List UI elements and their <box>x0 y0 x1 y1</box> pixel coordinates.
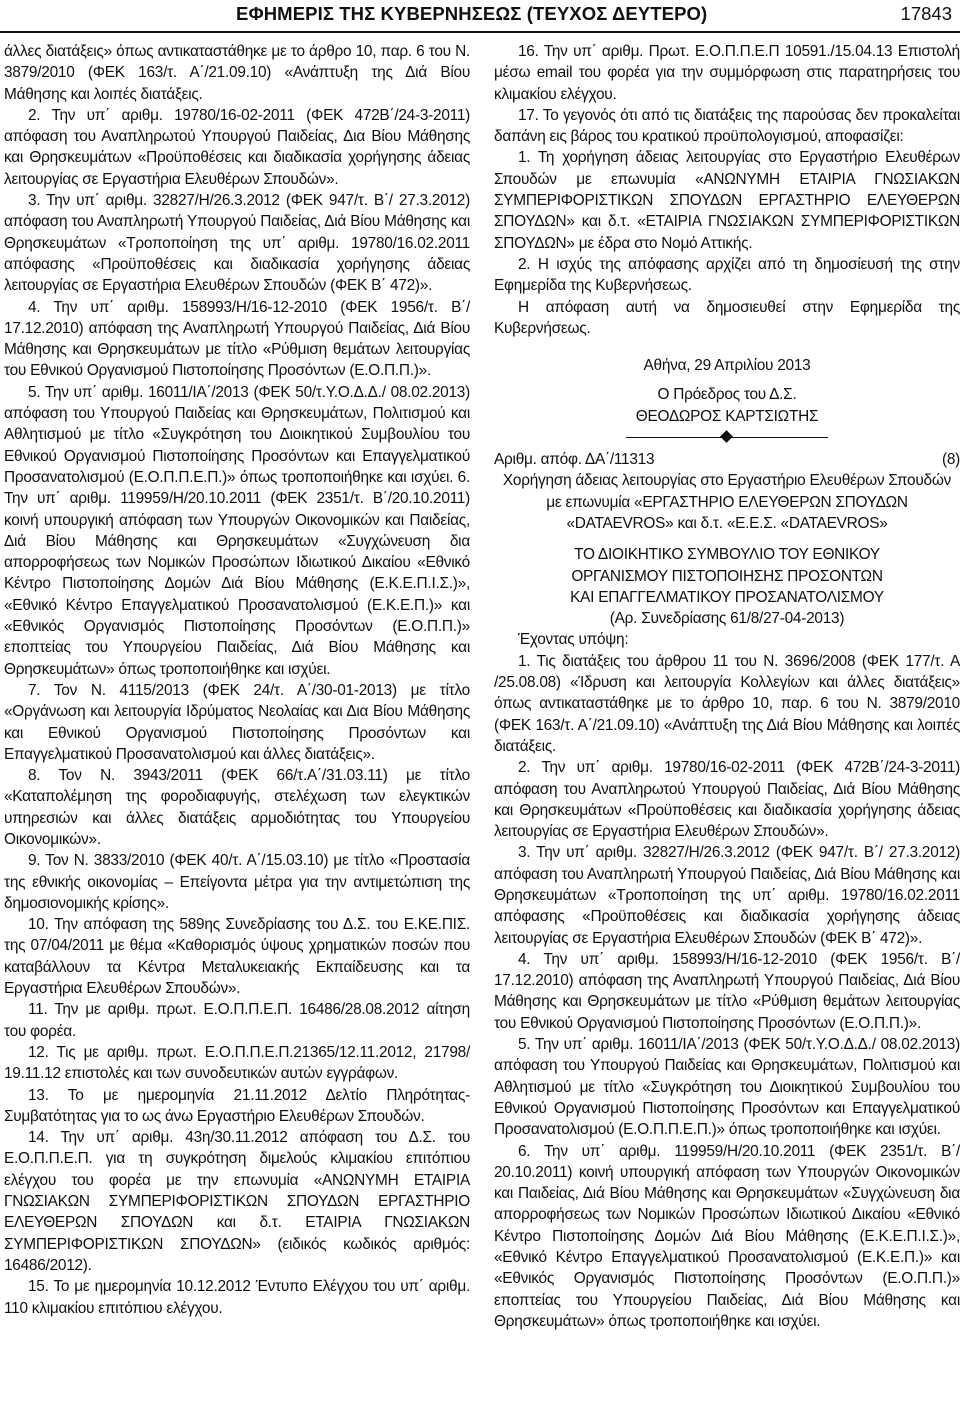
signature-role: Ο Πρόεδρος του Δ.Σ. <box>657 386 797 404</box>
decision-number: Αριθμ. απόφ. ΔΑ΄/11313 <box>494 451 655 469</box>
item-10: 10. Την απόφαση της 589ης Συνεδρίασης του Δ.Σ. του Ε.ΚΕ.ΠΙΣ. της 07/04/2011 με θέμα «Καθορισμός ύψους χρηματικών ποσών που καταβάλλουν τα Κέντρα Μεταλυκειακής Εκπαίδευσης και τα Εργαστήρια Ελευθέρων Σπουδών». <box>4 916 470 998</box>
item-5-6: 5. Την υπ΄ αριθμ. 16011/ΙΑ΄/2013 (ΦΕΚ 50/τ.Υ.Ο.Δ.Δ./ 08.02.2013) απόφαση του Υπουργού Παιδείας και Θρησκευμάτων, Πολιτισμού και Αθλητισμού με τίτλο «Συγκρότηση του Διοικητικού Συμβουλίου του Εθνικού Οργανισμού Πιστοποίησης Προσόντων και Επαγγελματικού Προσανατολισμού (Ε.Ο.Π.Π.Ε.Π.)» όπως τροποποιήθηκε και ισχύει. 6. Την υπ΄ αριθμ. 119959/Η/20.10.2011 (ΦΕΚ 2351/τ. Β΄/20.10.2011) κοινή υπουργική απόφαση των Υπουργών Οικονομικών και Παιδείας, Διά Βίου Μάθησης και Θρησκευμάτων «Συγχώνευση δια απορροφήσεως των Νομικών Προσώπων Ιδιωτικού Δικαίου «Εθνικό Κέντρο Πιστοποίησης Δομών Διά Βίου Μάθησης (Ε.Κ.Ε.Π.Ι.Σ.)», «Εθνικό Κέντρο Επαγγελματικού Προσανατολισμού (Ε.Κ.Ε.Π.)» και «Εθνικός Οργανισμός Πιστοποίησης Προσόντων (Ε.Ο.Π.Π.)» εποπτείας του Υπουργείου Παιδείας, Διά Βίου Μάθησης και Θρησκευμάτων» όπως τροποποιήθηκε και ισχύει. <box>4 383 470 678</box>
item-2: 2. Την υπ΄ αριθμ. 19780/16-02-2011 (ΦΕΚ 472Β΄/24-3-2011) απόφαση του Αναπληρωτού Υπουργού Παιδείας, Δια Βίου Μάθησης και Θρησκευμάτων «Προϋποθέσεις και διαδικασία χορήγησης άδειας λειτουργίας σε Εργαστήρια Ελευθέρων Σπουδών». <box>4 106 470 188</box>
header-rule <box>0 31 960 33</box>
item-12: 12. Τις με αριθμ. πρωτ. Ε.Ο.Π.Π.Ε.Π.21365/12.11.2012, 21798/ 19.11.12 επιστολές και των συνοδευτικών αυτών εγγράφων. <box>4 1043 470 1083</box>
decision-item-1: 1. Τη χορήγηση άδειας λειτουργίας στο Εργαστήριο Ελευθέρων Σπουδών με επωνυμία «ΑΝΩΝΥΜΗ ΕΤΑΙΡΙΑ ΓΝΩΣΙΑΚΩΝ ΣΥΜΠΕΡΙΦΟΡΙΣΤΙΚΩΝ ΣΠΟΥΔΩΝ ΕΡΓΑΣΤΗΡΙΟ ΕΛΕΥΘΕΡΩΝ ΣΠΟΥΔΩΝ» και δ.τ. «ΕΤΑΙΡΙΑ ΓΝΩΣΙΑΚΩΝ ΣΥΜΠΕΡΙΦΟΡΙΣΤΙΚΩΝ ΣΠΟΥΔΩΝ» με έδρα στο Νομό Αττικής. <box>494 149 960 252</box>
considering-label: Έχοντας υπόψη: <box>518 631 629 649</box>
item-14: 14. Την υπ΄ αριθμ. 43η/30.11.2012 απόφαση του Δ.Σ. του Ε.Ο.Π.Π.Ε.Π. για τη συγκρότηση διμελούς κλιμακίου επιτόπιου ελέγχου του φορέα με την επωνυμία «ΑΝΩΝΥΜΗ ΕΤΑΙΡΙΑ ΓΝΩΣΙΑΚΩΝ ΣΥΜΠΕΡΙΦΟΡΙΣΤΙΚΩΝ ΣΠΟΥΔΩΝ ΕΡΓΑΣΤΗΡΙΟ ΕΛΕΥΘΕΡΩΝ ΣΠΟΥΔΩΝ και δ.τ. ΕΤΑΙΡΙΑ ΓΝΩΣΙΑΚΩΝ ΣΥΜΠΕΡΙΦΟΡΙΣΤΙΚΩΝ ΣΠΟΥΔΩΝ» (ειδικός κωδικός αριθμός: 16486/2012). <box>4 1129 470 1274</box>
spacer <box>494 339 960 355</box>
gazette-title: ΕΦΗΜΕΡΙΣ ΤΗΣ ΚΥΒΕΡΝΗΣΕΩΣ (ΤΕΥΧΟΣ ΔΕΥΤΕΡΟ) <box>236 3 708 24</box>
item-11: 11. Την με αριθμ. πρωτ. Ε.Ο.Π.Π.Ε.Π. 16486/28.08.2012 αίτηση του φορέα. <box>4 1001 470 1040</box>
item-4: 4. Την υπ΄ αριθμ. 158993/Η/16-12-2010 (ΦΕΚ 1956/τ. Β΄/ 17.12.2010) απόφαση της Αναπληρωτή Υπουργού Παιδείας, Διά Βίου Μάθησης και Θρησκευμάτων με τίτλο «Ρύθμιση θεμάτων λειτουργίας του Εθνικού Οργανισμού Πιστοποίησης Προσόντων (Ε.Ο.Π.Π.)». <box>4 298 470 380</box>
item-7: 7. Τον Ν. 4115/2013 (ΦΕΚ 24/τ. Α΄/30-01-2013) με τίτλο «Οργάνωση και λειτουργία Ιδρύματος Νεολαίας και Δια Βίου Μάθησης και Εθνικού Οργανισμού Πιστοποίησης Προσόντων και Επαγγελματικού Προσανατολισμού και άλλες διατάξεις». <box>4 681 470 763</box>
item-8: 8. Τον Ν. 3943/2011 (ΦΕΚ 66/τ.Α΄/31.03.11) με τίτλο «Καταπολέμηση της φοροδιαφυγής, στελέχωση των ελεγκτικών υπηρεσιών και άλλες διατάξεις αρμοδιότητας του Υπουργείου Οικονομικών». <box>4 767 470 848</box>
board-line-1: ΤΟ ΔΙΟΙΚΗΤΙΚΟ ΣΥΜΒΟΥΛΙΟ ΤΟΥ ΕΘΝΙΚΟΥ <box>574 546 880 564</box>
paragraph-continuation: άλλες διατάξεις» όπως αντικαταστάθηκε με το άρθρο 10, παρ. 6 του Ν. 3879/2010 (ΦΕΚ 163/τ. Α΄/21.09.10) «Ανάπτυξη της Διά Βίου Μάθησης και λοιπές διατάξεις. <box>4 43 470 103</box>
consider-item-4: 4. Την υπ΄ αριθμ. 158993/Η/16-12-2010 (ΦΕΚ 1956/τ. Β΄/ 17.12.2010) απόφαση της Αναπληρωτή Υπουργού Παιδείας, Διά Βίου Μάθησης και Θρησκευμάτων με τίτλο «Ρύθμιση θεμάτων λειτουργίας του Εθνικού Οργανισμού Πιστοποίησης Προσόντων (Ε.Ο.Π.Π.)». <box>494 950 960 1032</box>
consider-item-3: 3. Την υπ΄ αριθμ. 32827/Η/26.3.2012 (ΦΕΚ 947/τ. Β΄/ 27.3.2012) απόφαση του Αναπληρωτή Υπουργού Παιδείας, Διά Βίου Μάθησης και Θρησκευμάτων «Τροποποίηση της υπ΄ αριθμ. 19780/16.02.2011 απόφασης «Προϋποθέσεις και διαδικασία χορήγησης άδειας λειτουργίας σε Εργαστήρια Ελευθέρων Σπουδών (ΦΕΚ Β΄ 472)». <box>494 844 960 947</box>
board-session: (Αρ. Συνεδρίασης 61/8/27-04-2013) <box>609 610 845 628</box>
publication-order: Η απόφαση αυτή να δημοσιευθεί στην Εφημερίδα της Κυβερνήσεως. <box>494 298 960 337</box>
consider-item-5: 5. Την υπ΄ αριθμ. 16011/ΙΑ΄/2013 (ΦΕΚ 50/τ.Υ.Ο.Δ.Δ./ 08.02.2013) απόφαση του Υπουργού Παιδείας και Θρησκευμάτων, Πολιτισμού και Αθλητισμού με τίτλο «Συγκρότηση του Διοικητικού Συμβουλίου του Εθνικού Οργανισμού Πιστοποίησης Προσόντων και Επαγγελματικού Προσανατολισμού (Ε.Ο.Π.Π.Ε.Π.)» όπως τροποποιήθηκε και ισχύει. <box>494 1036 960 1139</box>
board-line-2: ΟΡΓΑΝΙΣΜΟΥ ΠΙΣΤΟΠΟΙΗΣΗΣ ΠΡΟΣΟΝΤΩΝ <box>571 567 883 585</box>
decision-heading <box>494 449 960 470</box>
left-column <box>4 41 470 1319</box>
decision-title: Χορήγηση άδειας λειτουργίας στο Εργαστήριο Ελευθέρων Σπουδών με επωνυμία «ΕΡΓΑΣΤΗΡΙΟ ΕΛΕΥΘΕΡΩΝ ΣΠΟΥΔΩΝ «DATAEVROS» και δ.τ. «Ε.Ε.Σ. «DATAEVROS» <box>502 472 952 532</box>
page-header <box>0 0 960 36</box>
consider-item-1: 1. Τις διατάξεις του άρθρου 11 του Ν. 3696/2008 (ΦΕΚ 177/τ. Α /25.08.08) «Ίδρυση και λειτουργία Κολλεγίων και άλλες διατάξεις» όπως αντικαταστάθηκε με το άρθρο 10, παρ. 6 του Ν. 3879/2010 (ΦΕΚ 163/τ. Α΄/21.09.10) «Ανάπτυξη της Διά Βίου Μάθησης και λοιπές διατάξεις. <box>494 652 960 755</box>
item-9: 9. Τον Ν. 3833/2010 (ΦΕΚ 40/τ. Α΄/15.03.10) με τίτλο «Προστασία της εθνικής οικονομίας – Επείγοντα μέτρα για την αντιμετώπιση της δημοσιονομικής κρίσης». <box>4 852 470 912</box>
decision-index: (8) <box>941 451 960 469</box>
item-3: 3. Την υπ΄ αριθμ. 32827/Η/26.3.2012 (ΦΕΚ 947/τ. Β΄/ 27.3.2012) απόφαση του Αναπληρωτή Υπουργού Παιδείας, Διά Βίου Μάθησης και Θρησκευμάτων «Τροποποίηση της υπ΄ αριθμ. 19780/16.02.2011 απόφασης «Προϋποθέσεις και διαδικασία χορήγησης άδειας λειτουργίας σε Εργαστήρια Ελευθέρων Σπουδών (ΦΕΚ Β΄ 472)». <box>4 192 470 295</box>
consider-item-6: 6. Την υπ΄ αριθμ. 119959/Η/20.10.2011 (ΦΕΚ 2351/τ. Β΄/ 20.10.2011) κοινή υπουργική απόφαση των Υπουργών Οικονομικών και Παιδείας, Διά Βίου Μάθησης και Θρησκευμάτων «Συγχώνευση δια απορροφήσεως των Νομικών Προσώπων Ιδιωτικού Δικαίου «Εθνικό Κέντρο Πιστοποίησης Δομών Διά Βίου Μάθησης (Ε.Κ.Ε.Π.Ι.Σ.)», «Εθνικό Κέντρο Επαγγελματικού Προσανατολισμού (Ε.Κ.Ε.Π.)» και «Εθνικός Οργανισμός Πιστοποίησης Προσόντων (Ε.Ο.Π.Π.)» εποπτείας του Υπουργείου Παιδείας, Διά Βίου Μάθησης και Θρησκευμάτων» όπως τροποποιήθηκε και ισχύει. <box>494 1142 960 1330</box>
board-line-3: ΚΑΙ ΕΠΑΓΓΕΛΜΑΤΙΚΟΥ ΠΡΟΣΑΝΑΤΟΛΙΣΜΟΥ <box>570 588 884 606</box>
spacer <box>494 534 960 544</box>
right-column <box>494 41 960 1332</box>
item-13: 13. Το με ημερομηνία 21.11.2012 Δελτίο Πληρότητας-Συμβατότητας για το ως άνω Εργαστήριο Ελευθέρων Σπουδών. <box>4 1086 470 1125</box>
signature-place-date: Αθήνα, 29 Απριλίου 2013 <box>643 357 811 375</box>
spacer <box>494 376 960 384</box>
item-17: 17. Το γεγονός ότι από τις διατάξεις της παρούσας δεν προκαλείται δαπάνη εις βάρος του κρατικού προϋπολογισμού, αποφασίζει: <box>494 106 960 146</box>
item-15: 15. Το με ημερομηνία 10.12.2012 Έντυπο Ελέγχου του υπ΄ αριθμ. 110 κλιμακίου επιτόπιου ελέγχου. <box>4 1278 470 1317</box>
decision-item-2: 2. Η ισχύς της απόφασης αρχίζει από τη δημοσίευσή της στην Εφημερίδα της Κυβερνήσεως. <box>494 255 960 295</box>
section-divider <box>494 427 960 449</box>
item-16: 16. Την υπ΄ αριθμ. Πρωτ. Ε.Ο.Π.Π.Ε.Π 10591./15.04.13 Επιστολή μέσω email του φορέα για την συμμόρφωση στις παρατηρήσεις του κλιμακίου ελέγχου. <box>494 43 960 103</box>
consider-item-2: 2. Την υπ΄ αριθμ. 19780/16-02-2011 (ΦΕΚ 472Β΄/24-3-2011) απόφαση του Αναπληρωτού Υπουργού Παιδείας, Διά Βίου Μάθησης και Θρησκευμάτων «Προϋποθέσεις και διαδικασία χορήγησης άδειας λειτουργίας σε Εργαστήρια Ελευθέρων Σπουδών». <box>494 759 960 841</box>
signature-name: ΘΕΟΔΩΡΟΣ ΚΑΡΤΣΙΩΤΗΣ <box>635 407 819 425</box>
diamond-icon <box>720 430 733 443</box>
page-number: 17843 <box>900 3 952 24</box>
